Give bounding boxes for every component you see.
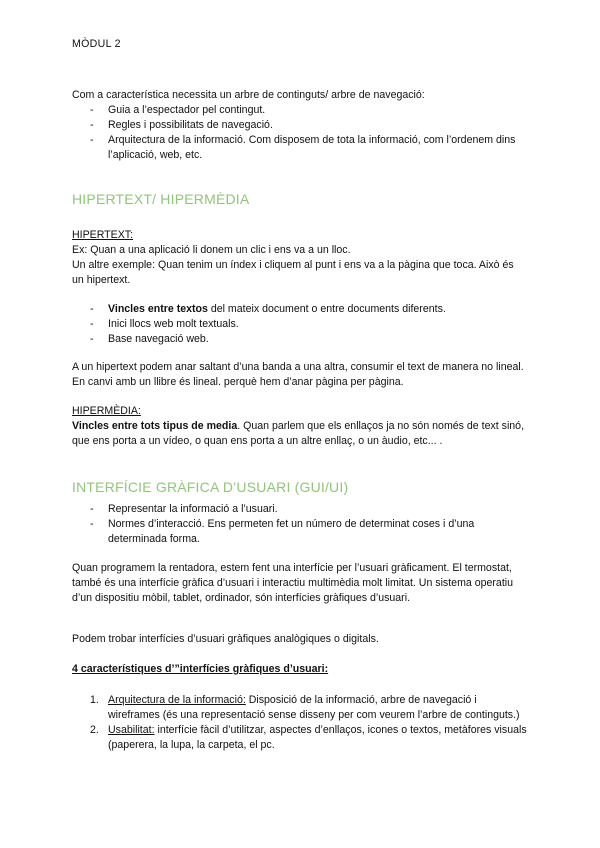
characteristics-title: 4 característiques d’”interfícies gràfiques d’usuari: — [72, 663, 329, 675]
intro-block — [72, 88, 528, 163]
list-item — [72, 302, 528, 317]
list-item: - Normes d’interacció. Ens permeten fet un número de determinat coses i d’una determinada forma. — [72, 517, 528, 547]
gui-paragraph-2: Podem trobar interfícies d’usuari gràfiques analògiques o digitals. — [72, 633, 379, 645]
hipertext-block — [72, 228, 528, 288]
list-item — [72, 317, 528, 332]
item-number: 2. — [90, 724, 99, 736]
item-title: Usabilitat: — [108, 724, 155, 736]
paragraph-text: . Quan parlem que els enllaços ja no són només de text sinó, que ens porta a un vídeo, o quan ens porta a un altre enllaç, o un àudio, etc... . — [72, 420, 525, 447]
section-heading-hipertext: HIPERTEXT/ HIPERMÈDIA — [72, 191, 250, 207]
intro-text: Com a característica necessita un arbre de continguts/ arbre de navegació: — [72, 89, 425, 101]
item-number: 1. — [90, 694, 99, 706]
hipertext-list — [72, 302, 528, 347]
list-item — [72, 693, 528, 723]
item-text: interfície fàcil d’utilitzar, aspectes d’enllaços, icones o textos, metàfores visuals (paperera, la lupa, la carpeta, el pc. — [108, 724, 527, 751]
item-title: Arquitectura de la informació: — [108, 694, 246, 706]
paragraph — [72, 419, 528, 449]
list-item: - Representar la informació a l’usuari. — [72, 502, 528, 517]
list-item: - Guia a l’espectador pel contingut. — [72, 103, 528, 118]
subheading-hipertext: HIPERTEXT: — [72, 229, 134, 241]
subheading-hipermedia: HIPERMÈDIA: — [72, 405, 141, 417]
paragraph: Un altre exemple: Quan tenim un índex i cliquem al punt i ens va a la pàgina que toca. Això és un hipertext. — [72, 259, 514, 286]
gui-list — [72, 502, 528, 547]
hipertext-paragraph: A un hipertext podem anar saltant d’una banda a una altra, consumir el text de manera no lineal. En canvi amb un llibre és lineal. perquè hem d’anar pàgina per pàgina. — [72, 361, 524, 388]
list-item — [72, 332, 528, 347]
intro-list — [72, 103, 528, 163]
list-text: del mateix document o entre documents diferents. — [207, 303, 446, 315]
bold-text: Vincles entre textos — [108, 303, 208, 315]
list-item — [72, 723, 528, 753]
paragraph: Ex: Quan a una aplicació li donem un clic i ens va a un lloc. — [72, 244, 351, 256]
characteristics-list — [72, 693, 528, 753]
list-text: Base navegació web. — [108, 333, 209, 345]
list-item: - Regles i possibilitats de navegació. — [72, 118, 528, 133]
list-item: - Arquitectura de la informació. Com disposem de tota la informació, com l’ordenem dins l’aplicació, web, etc. — [72, 133, 528, 163]
item-text: Disposició de la informació, arbre de navegació i wireframes (és una representació sense disseny per com veurem l’arbre de continguts.) — [108, 694, 520, 721]
list-text: Inici llocs web molt textuals. — [108, 318, 239, 330]
gui-paragraph-1: Quan programem la rentadora, estem fent una interfície per l’usuari gràficament. El termostat, també és una interfície gràfica d’usuari i interactiu multimèdia molt limitat. Un sistema operatiu d’un dispositiu mòbil, tablet, ordinador, són interfícies gràfiques d’usuari. — [72, 562, 514, 604]
bold-text: Vincles entre tots tipus de media — [72, 420, 238, 432]
hipertext-list-block — [72, 302, 528, 347]
page-header: MÒDUL 2 — [72, 38, 121, 50]
gui-list-block — [72, 502, 528, 547]
section-heading-gui: INTERFÍCIE GRÀFICA D’USUARI (GUI/UI) — [72, 479, 349, 495]
characteristics-block — [72, 693, 528, 753]
hipermedia-block — [72, 404, 528, 449]
